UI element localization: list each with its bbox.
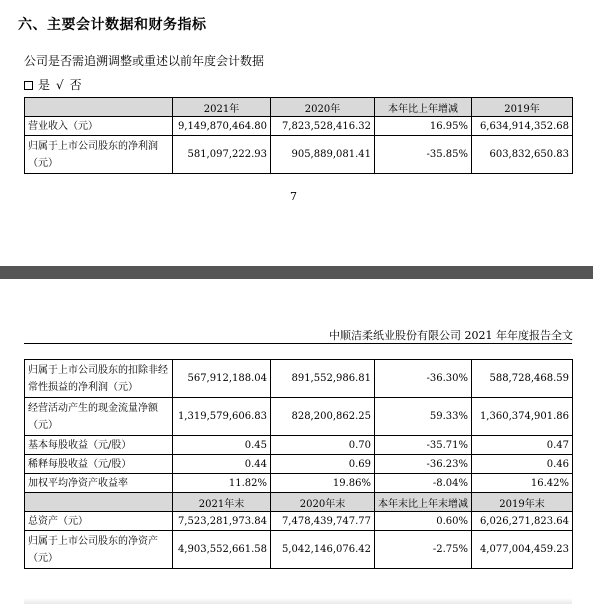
row-label: 归属于上市公司股东的净利润（元）: [25, 136, 173, 174]
row-label: 基本每股收益（元/股）: [25, 436, 173, 455]
header-cell: 2021年: [173, 98, 271, 117]
row-label: 营业收入（元）: [25, 117, 173, 136]
option-yes: 是: [38, 78, 51, 92]
value-cell: 0.69: [271, 455, 375, 474]
value-cell: 4,077,004,459.23: [472, 531, 573, 569]
value-cell: 6,026,271,823.64: [472, 512, 573, 531]
header-rule: [24, 343, 572, 344]
table-row: [25, 117, 573, 136]
row-label: 加权平均净资产收益率: [25, 474, 173, 493]
header-cell: 2021年末: [173, 493, 271, 512]
page-bottom-edge: [24, 598, 572, 604]
header-cell: [25, 98, 173, 117]
value-cell: 891,552,986.81: [271, 360, 375, 398]
value-cell: 1,360,374,901.86: [472, 398, 573, 436]
value-cell: 0.44: [173, 455, 271, 474]
header-cell: 本年比上年增减: [375, 98, 472, 117]
value-cell: 7,478,439,747.77: [271, 512, 375, 531]
page-number: 7: [290, 190, 297, 203]
value-cell: 6,634,914,352.68: [472, 117, 573, 136]
row-label: 归属于上市公司股东的扣除非经常性损益的净利润（元）: [25, 360, 173, 398]
financial-table-1: [24, 97, 573, 174]
table-row: [25, 512, 573, 531]
value-cell: 588,728,468.59: [472, 360, 573, 398]
value-cell: 1,319,579,606.83: [173, 398, 271, 436]
option-no: 否: [69, 78, 82, 92]
value-cell: 5,042,146,076.42: [271, 531, 375, 569]
table-row: [25, 436, 573, 455]
table-header-row: [25, 493, 573, 512]
value-cell: 0.70: [271, 436, 375, 455]
header-cell: [25, 493, 173, 512]
value-cell: -36.30%: [375, 360, 472, 398]
value-cell: 11.82%: [173, 474, 271, 493]
checkbox-icon: [24, 81, 33, 90]
header-cell: 2019年: [472, 98, 573, 117]
value-cell: 567,912,188.04: [173, 360, 271, 398]
page-divider: [0, 266, 593, 279]
value-cell: 0.47: [472, 436, 573, 455]
table-row: [25, 398, 573, 436]
header-cell: 2020年末: [271, 493, 375, 512]
table-header-row: [25, 98, 573, 117]
value-cell: 0.46: [472, 455, 573, 474]
financial-table-2: [24, 359, 573, 569]
table-row: [25, 136, 573, 174]
table-row: [25, 455, 573, 474]
value-cell: 16.95%: [375, 117, 472, 136]
value-cell: -36.23%: [375, 455, 472, 474]
value-cell: -35.71%: [375, 436, 472, 455]
value-cell: 19.86%: [271, 474, 375, 493]
value-cell: -2.75%: [375, 531, 472, 569]
value-cell: 603,832,650.83: [472, 136, 573, 174]
row-label: 经营活动产生的现金流量净额（元）: [25, 398, 173, 436]
row-label: 稀释每股收益（元/股）: [25, 455, 173, 474]
value-cell: 4,903,552,661.58: [173, 531, 271, 569]
value-cell: 905,889,081.41: [271, 136, 375, 174]
table-row: [25, 360, 573, 398]
value-cell: 0.45: [173, 436, 271, 455]
header-cell: 2019年末: [472, 493, 573, 512]
table-row: [25, 474, 573, 493]
table-row: [25, 531, 573, 569]
report-header-title: 中顺洁柔纸业股份有限公司 2021 年年度报告全文: [329, 329, 573, 342]
value-cell: 828,200,862.25: [271, 398, 375, 436]
restatement-options: [24, 76, 88, 93]
value-cell: 59.33%: [375, 398, 472, 436]
value-cell: 0.60%: [375, 512, 472, 531]
value-cell: 7,523,281,973.84: [173, 512, 271, 531]
row-label: 归属于上市公司股东的净资产（元）: [25, 531, 173, 569]
row-label: 总资产（元）: [25, 512, 173, 531]
value-cell: 7,823,528,416.32: [271, 117, 375, 136]
value-cell: -8.04%: [375, 474, 472, 493]
header-cell: 2020年: [271, 98, 375, 117]
value-cell: -35.85%: [375, 136, 472, 174]
restatement-question: 公司是否需追溯调整或重述以前年度会计数据: [24, 54, 265, 68]
value-cell: 9,149,870,464.80: [173, 117, 271, 136]
check-mark-icon: √: [56, 78, 64, 92]
value-cell: 16.42%: [472, 474, 573, 493]
header-cell: 本年末比上年末增减: [375, 493, 472, 512]
section-title: 六、主要会计数据和财务指标: [18, 17, 207, 33]
value-cell: 581,097,222.93: [173, 136, 271, 174]
